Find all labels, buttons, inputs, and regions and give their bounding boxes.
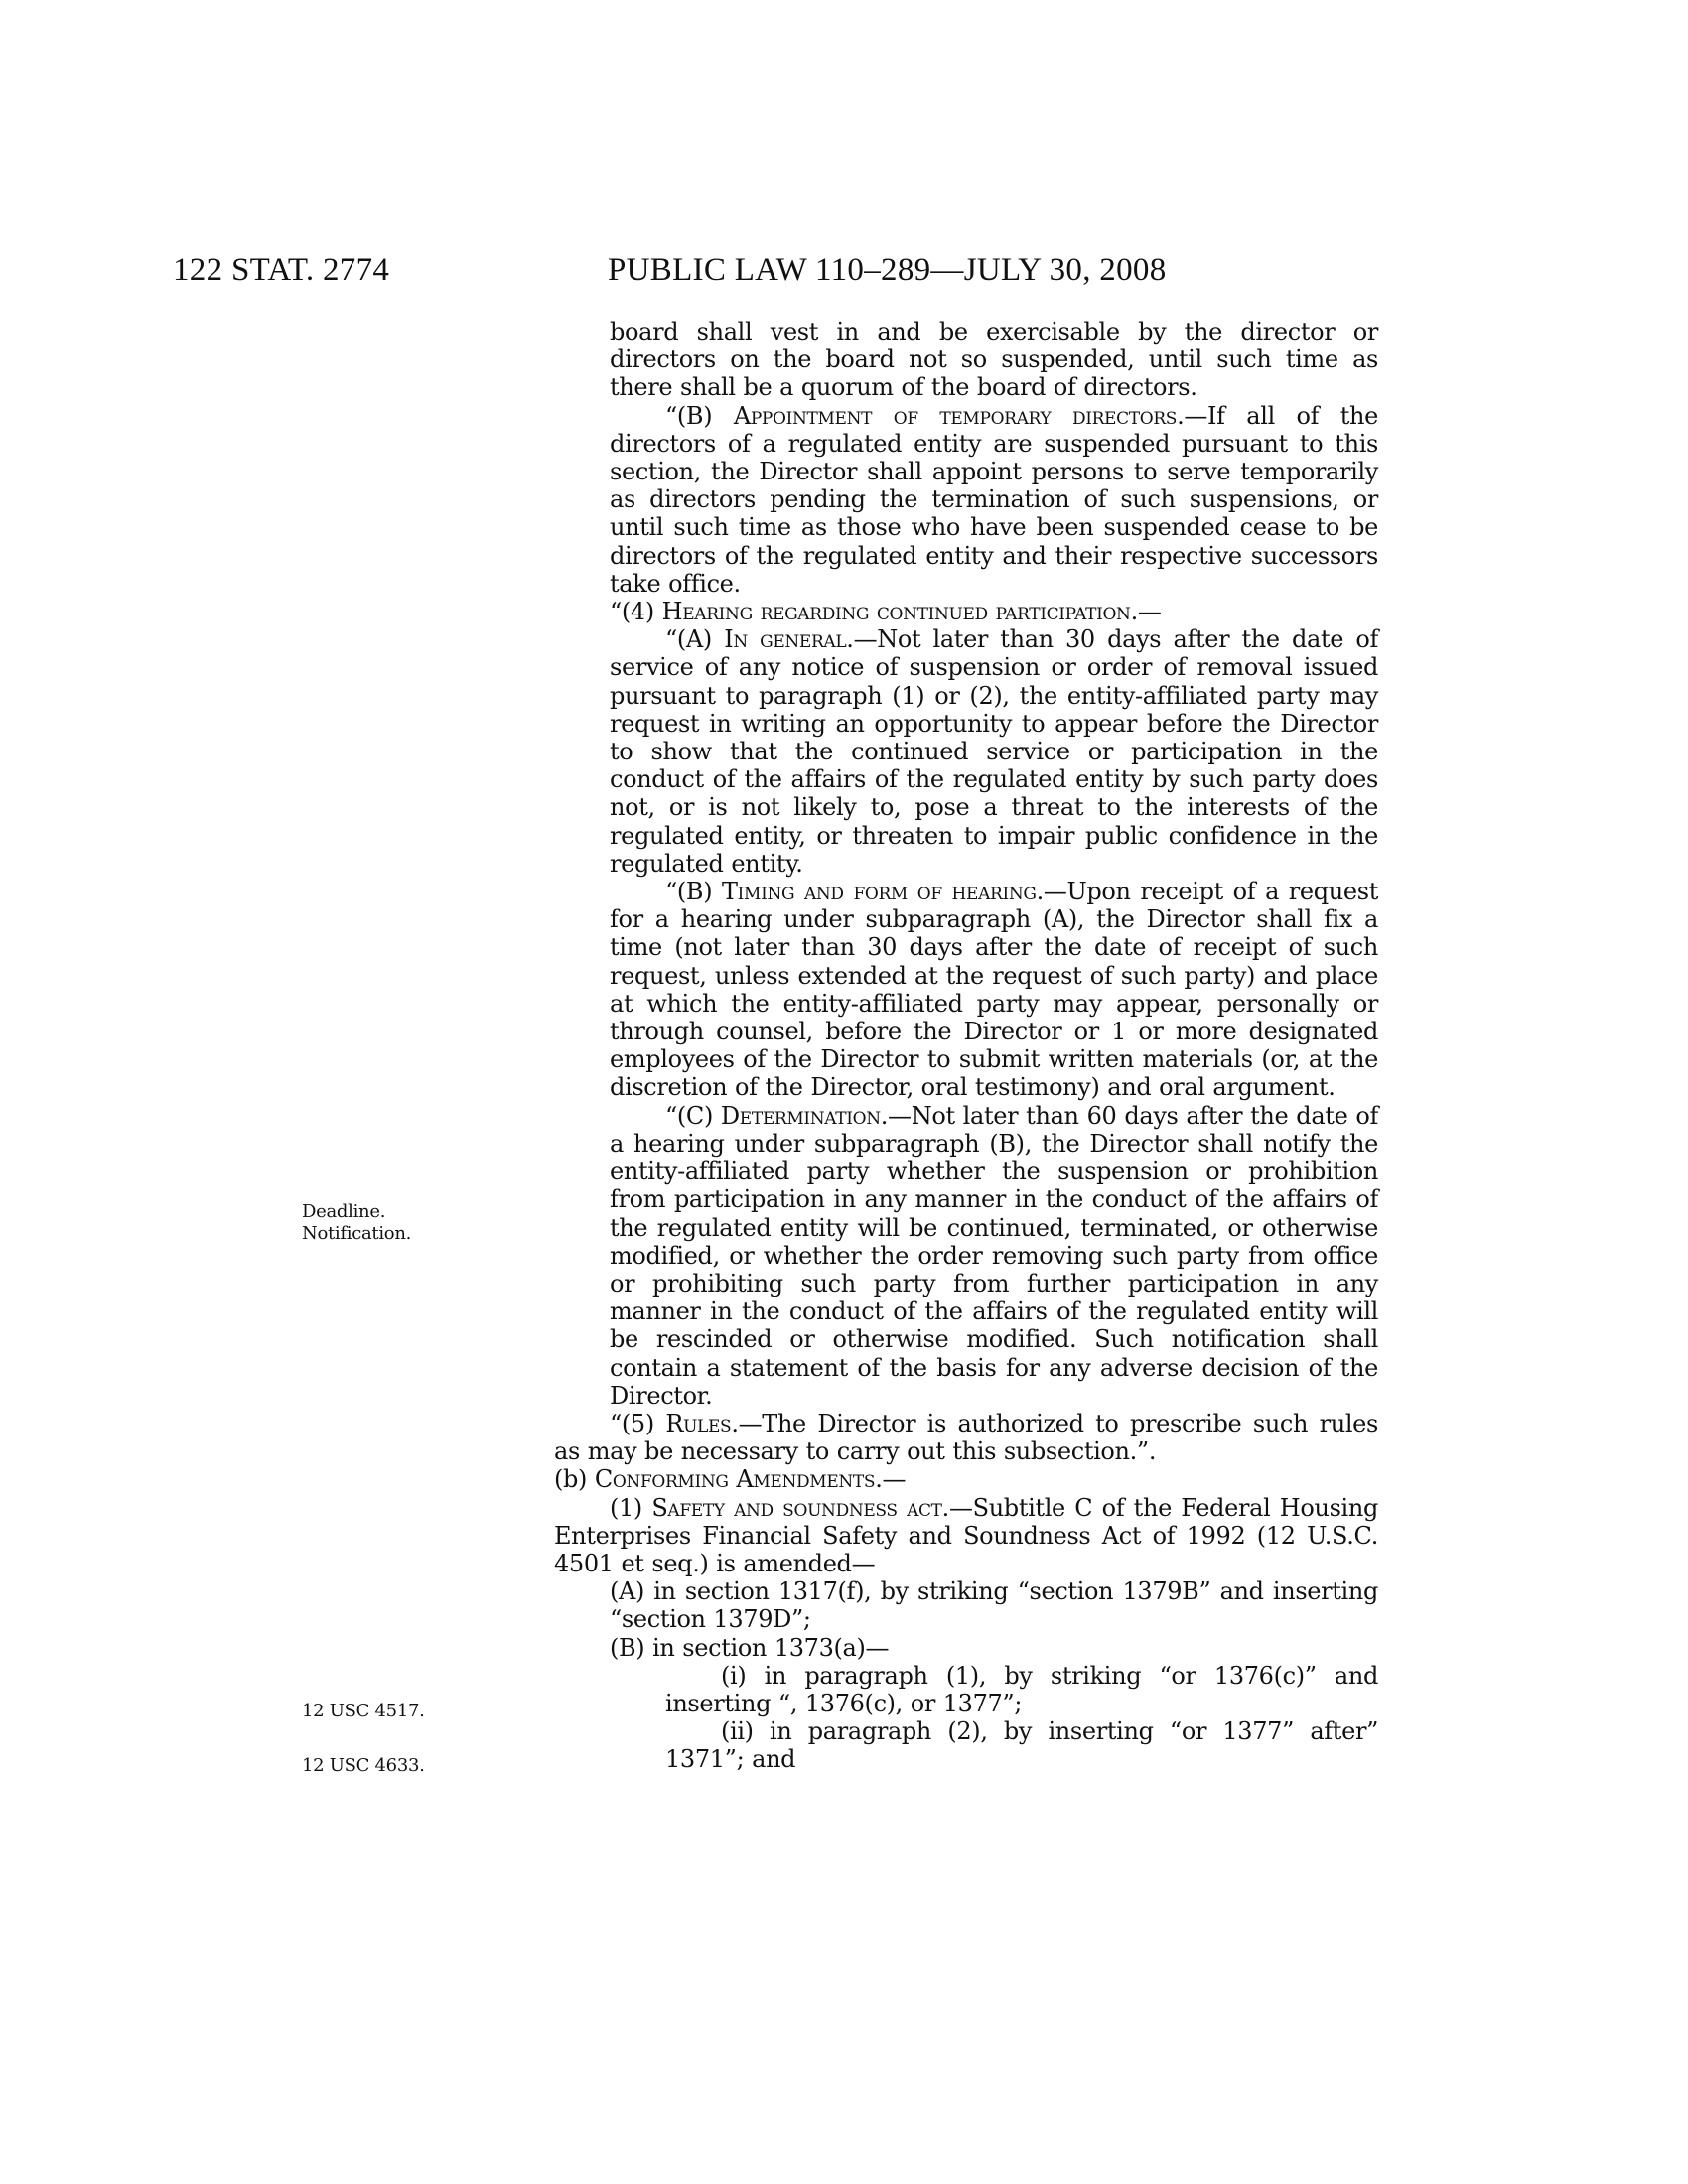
text: —Not later than 30 days after the date of service of any notice of suspension or order of removal issued pursuant to paragraph (1) or (2), the entity-affiliated party may request in writing an opportunity to appear before the Director to show that the continued service or participation in the conduct of the affairs of the regulated entity by such party does not, or is not likely to, pose a threat to the interests of the regulated entity, or threaten to impair public confidence in the regulated entity.	[610, 625, 1379, 878]
paragraph-section-1373a: (B) in section 1373(a)—	[610, 1633, 890, 1662]
enum: “(5)	[610, 1409, 666, 1437]
enum: “(B)	[665, 401, 734, 430]
body-text	[554, 318, 1379, 1774]
heading: In general.	[724, 625, 854, 654]
enum: “(C)	[665, 1101, 721, 1130]
text: —Not later than 60 days after the date of a hearing under subparagraph (B), the Director shall notify the entity-affiliated party whether the suspension or prohibition from participation in any manner in the conduct of the affairs of the regulated entity will be continued, terminated, or otherwise modified, or whether the order removing such party from office or prohibiting such party from further participation in any manner in the conduct of the affairs of the regulated entity will be rescinded or otherwise modified. Such notification shall contain a statement of the basis for any adverse decision of the Director.	[610, 1101, 1378, 1410]
enum: “(B)	[665, 878, 722, 906]
margin-note-notification-label: Notification.	[302, 1223, 412, 1244]
heading: Appointment of temporary directors.	[733, 401, 1185, 430]
statute-citation: 122 STAT. 2774	[173, 252, 390, 288]
margin-note-usc-4517: 12 USC 4517.	[302, 1701, 425, 1721]
heading: Timing and form of hearing.	[722, 878, 1044, 906]
paragraph-board-vesting: board shall vest in and be exercisable by the director or directors on the board not so suspended, until such time as there shall be a quorum of the board of directors.	[610, 318, 1378, 402]
paragraph-determination	[610, 1102, 1378, 1410]
margin-note-deadline-label: Deadline.	[302, 1201, 386, 1222]
paragraph-in-general	[610, 625, 1378, 878]
heading: Determination.	[720, 1101, 889, 1130]
text: —Upon receipt of a request for a hearing under subparagraph (A), the Director shall fix a time (not later than 30 days after the date of receipt of such request, unless extended at the request of such party) and place at which the entity-affiliated party may appear, personally or through counsel, before the Director or 1 or more designated employees of the Director to submit written materials (or, at the discretion of the Director, oral testimony) and oral argument.	[610, 878, 1378, 1102]
paragraph-roman-i: (i) in paragraph (1), by striking “or 1376(c)” and inserting “, 1376(c), or 1377”;	[665, 1661, 1378, 1717]
page-header	[0, 252, 1688, 292]
heading: Safety and soundness act.	[651, 1493, 949, 1522]
paragraph-appointment-temporary-directors	[610, 402, 1378, 598]
enum: (b)	[554, 1465, 595, 1494]
heading: Hearing regarding continued participation.	[661, 598, 1138, 626]
paragraph-safety-soundness-act	[554, 1494, 1378, 1578]
paragraph-rules	[554, 1410, 1378, 1465]
margin-note-usc-4633: 12 USC 4633.	[302, 1755, 425, 1776]
text: —	[882, 1465, 907, 1494]
heading: Rules.	[665, 1409, 739, 1437]
text: —	[1137, 598, 1162, 626]
paragraph-roman-ii: (ii) in paragraph (2), by inserting “or 1377” after” 1371”; and	[665, 1717, 1378, 1774]
paragraph-conforming-amendments	[554, 1465, 1378, 1493]
text: (A) in section 1317(f), by striking “section 1379B” and inserting “section 1379D”;	[610, 1577, 1378, 1634]
paragraph-section-1317f	[554, 1577, 1378, 1633]
enum: “(A)	[665, 625, 725, 654]
margin-note-deadline	[302, 1201, 451, 1245]
enum: “(4)	[610, 598, 662, 626]
heading: Conforming Amendments.	[594, 1465, 883, 1494]
paragraph-hearing-heading	[610, 598, 1378, 625]
public-law-title: PUBLIC LAW 110–289—JULY 30, 2008	[608, 252, 1167, 288]
text: —If all of the directors of a regulated entity are suspended pursuant to this section, the Director shall appoint persons to serve temporarily as directors pending the termination of such suspensions, or until such time as those who have been suspended cease to be directors of the regulated entity and their respective successors take office.	[610, 401, 1379, 598]
paragraph-timing-form-hearing	[610, 878, 1378, 1102]
enum: (1)	[610, 1493, 652, 1522]
text: —Subtitle C of the Federal Housing Enterprises Financial Safety and Soundness Act of 1992 (12 U.S.C. 4501 et seq.) is amended—	[554, 1493, 1378, 1577]
text: —The Director is authorized to prescribe such rules as may be necessary to carry out this subsection.”.	[554, 1409, 1378, 1466]
